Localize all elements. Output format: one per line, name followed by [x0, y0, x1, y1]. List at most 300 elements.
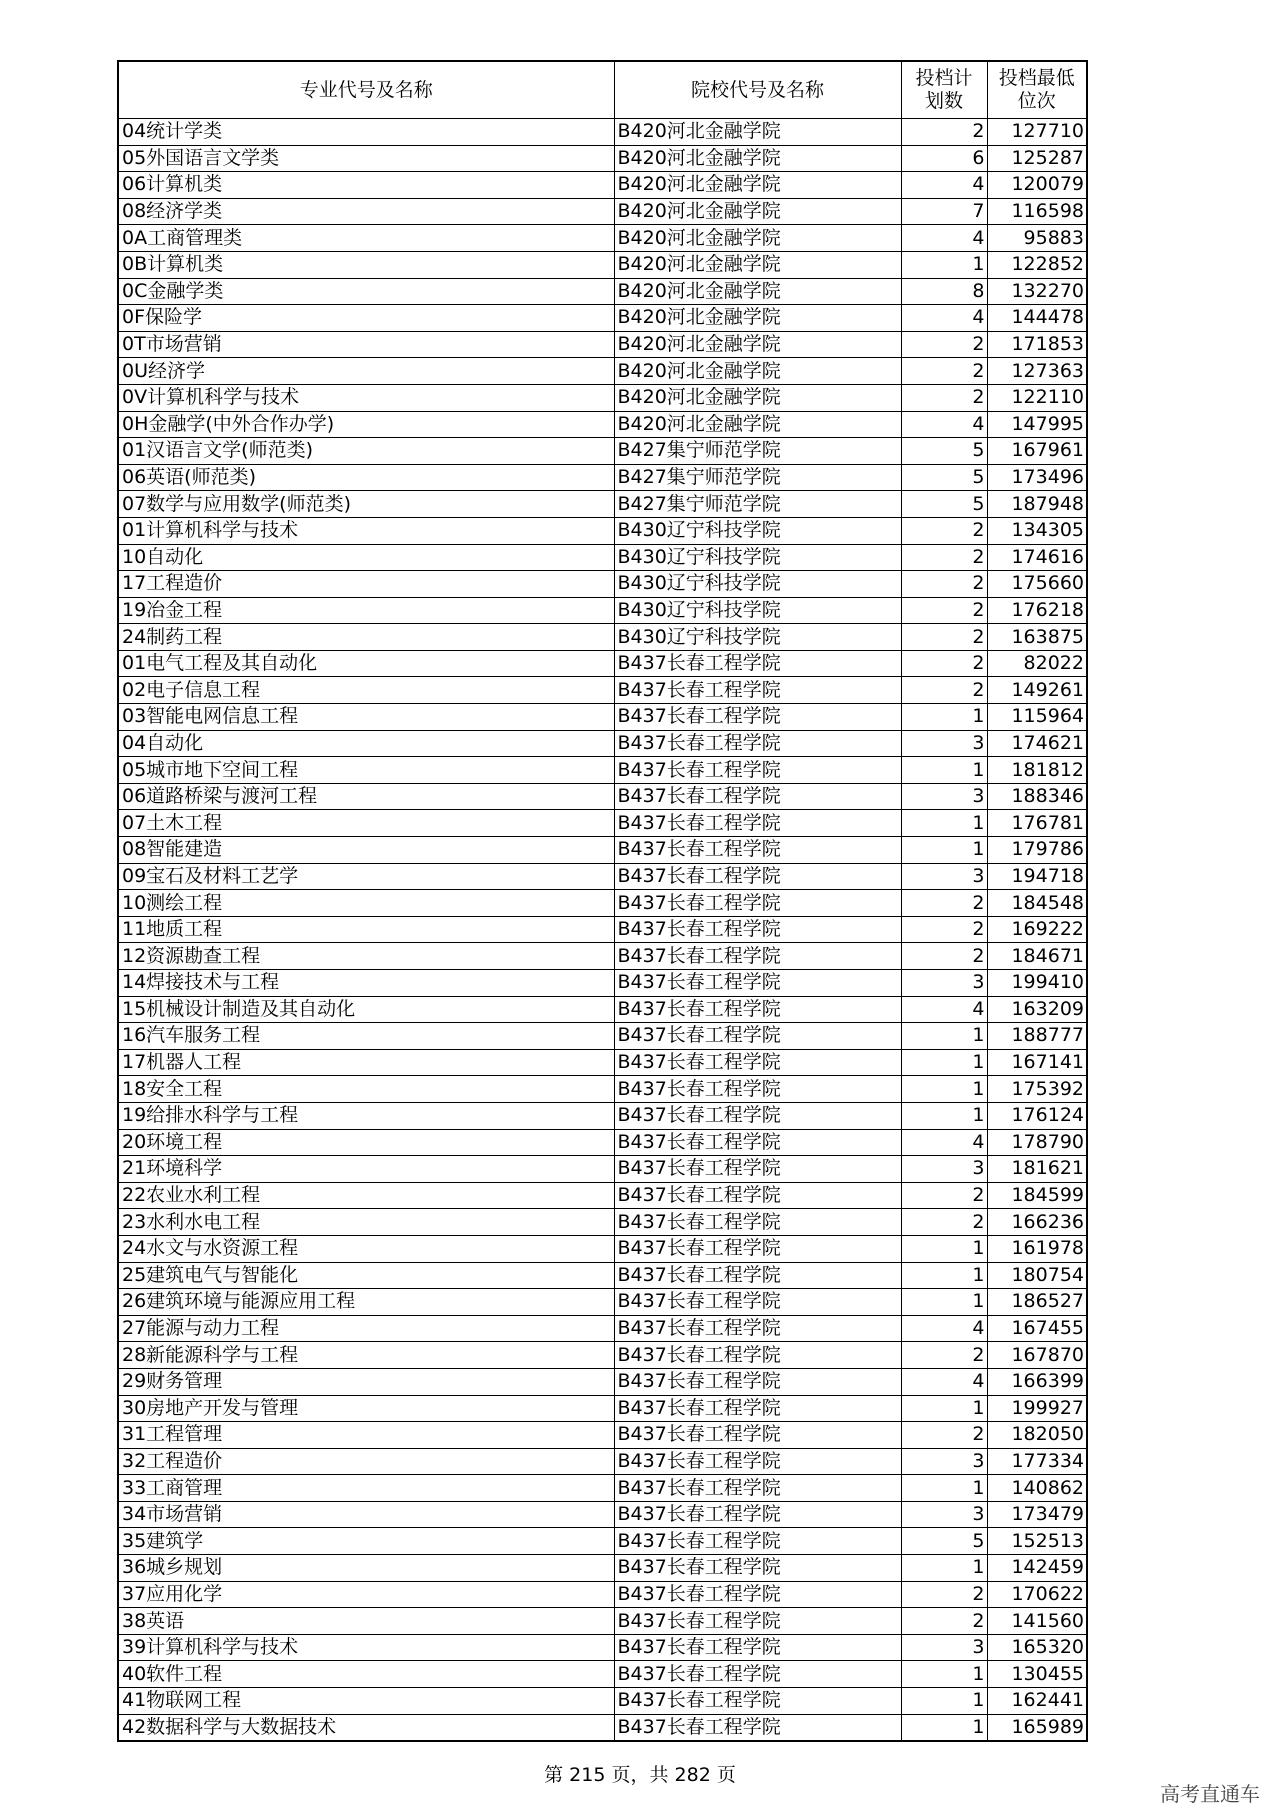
cell-school: B437长春工程学院 [614, 863, 901, 890]
cell-min-rank: 184599 [987, 1182, 1087, 1209]
cell-school: B437长春工程学院 [614, 1209, 901, 1236]
table-row [118, 464, 1087, 491]
table-row [118, 1342, 1087, 1369]
cell-school: B420河北金融学院 [614, 198, 901, 225]
cell-min-rank: 115964 [987, 704, 1087, 731]
cell-plan-count: 2 [901, 943, 987, 970]
cell-min-rank: 166399 [987, 1368, 1087, 1395]
table-row [118, 1501, 1087, 1528]
cell-school: B437长春工程学院 [614, 970, 901, 997]
cell-major: 33工商管理 [118, 1475, 614, 1502]
cell-major: 09宝石及材料工艺学 [118, 863, 614, 890]
cell-school: B437长春工程学院 [614, 1714, 901, 1741]
cell-plan-count: 6 [901, 145, 987, 172]
cell-school: B437长春工程学院 [614, 677, 901, 704]
cell-major: 0B计算机类 [118, 251, 614, 278]
cell-min-rank: 116598 [987, 198, 1087, 225]
cell-major: 15机械设计制造及其自动化 [118, 996, 614, 1023]
cell-plan-count: 2 [901, 544, 987, 571]
table-row [118, 837, 1087, 864]
cell-min-rank: 165989 [987, 1714, 1087, 1741]
cell-school: B437长春工程学院 [614, 1023, 901, 1050]
cell-plan-count: 3 [901, 730, 987, 757]
table-row [118, 1395, 1087, 1422]
cell-major: 0H金融学(中外合作办学) [118, 411, 614, 438]
cell-plan-count: 3 [901, 1156, 987, 1183]
cell-school: B437长春工程学院 [614, 1289, 901, 1316]
cell-school: B430辽宁科技学院 [614, 544, 901, 571]
cell-plan-count: 4 [901, 172, 987, 199]
cell-school: B437长春工程学院 [614, 1156, 901, 1183]
cell-school: B437长春工程学院 [614, 1129, 901, 1156]
cell-plan-count: 5 [901, 491, 987, 518]
cell-school: B420河北金融学院 [614, 225, 901, 252]
header-plan-count: 投档计 划数 [901, 61, 987, 119]
cell-school: B437长春工程学院 [614, 1049, 901, 1076]
cell-plan-count: 2 [901, 384, 987, 411]
cell-plan-count: 2 [901, 1608, 987, 1635]
cell-major: 28新能源科学与工程 [118, 1342, 614, 1369]
table-row [118, 1448, 1087, 1475]
cell-min-rank: 176218 [987, 597, 1087, 624]
cell-min-rank: 180754 [987, 1262, 1087, 1289]
table-row [118, 225, 1087, 252]
cell-plan-count: 2 [901, 916, 987, 943]
cell-major: 32工程造价 [118, 1448, 614, 1475]
cell-min-rank: 152513 [987, 1528, 1087, 1555]
table-row [118, 890, 1087, 917]
table-row [118, 704, 1087, 731]
cell-major: 12资源勘查工程 [118, 943, 614, 970]
cell-major: 04自动化 [118, 730, 614, 757]
table-row [118, 650, 1087, 677]
cell-min-rank: 142459 [987, 1555, 1087, 1582]
cell-school: B430辽宁科技学院 [614, 571, 901, 598]
cell-major: 0F保险学 [118, 305, 614, 332]
cell-major: 30房地产开发与管理 [118, 1395, 614, 1422]
cell-min-rank: 167870 [987, 1342, 1087, 1369]
cell-plan-count: 2 [901, 1422, 987, 1449]
cell-min-rank: 174616 [987, 544, 1087, 571]
cell-min-rank: 175660 [987, 571, 1087, 598]
cell-school: B437长春工程学院 [614, 837, 901, 864]
cell-school: B437长春工程学院 [614, 1475, 901, 1502]
cell-min-rank: 162441 [987, 1688, 1087, 1715]
cell-major: 42数据科学与大数据技术 [118, 1714, 614, 1741]
cell-plan-count: 2 [901, 677, 987, 704]
admission-table [117, 60, 1088, 1742]
cell-min-rank: 166236 [987, 1209, 1087, 1236]
table-row [118, 145, 1087, 172]
cell-major: 17工程造价 [118, 571, 614, 598]
cell-plan-count: 2 [901, 517, 987, 544]
cell-plan-count: 8 [901, 278, 987, 305]
cell-plan-count: 4 [901, 996, 987, 1023]
cell-min-rank: 179786 [987, 837, 1087, 864]
header-row [118, 61, 1087, 119]
cell-school: B437长春工程学院 [614, 1422, 901, 1449]
table-row [118, 251, 1087, 278]
cell-major: 26建筑环境与能源应用工程 [118, 1289, 614, 1316]
cell-min-rank: 171853 [987, 331, 1087, 358]
cell-major: 23水利水电工程 [118, 1209, 614, 1236]
cell-school: B427集宁师范学院 [614, 438, 901, 465]
cell-school: B437长春工程学院 [614, 1315, 901, 1342]
cell-major: 07土木工程 [118, 810, 614, 837]
cell-plan-count: 7 [901, 198, 987, 225]
cell-plan-count: 5 [901, 464, 987, 491]
cell-school: B437长春工程学院 [614, 996, 901, 1023]
cell-plan-count: 3 [901, 1634, 987, 1661]
cell-plan-count: 2 [901, 1182, 987, 1209]
table-row [118, 783, 1087, 810]
cell-plan-count: 1 [901, 1688, 987, 1715]
cell-min-rank: 181621 [987, 1156, 1087, 1183]
cell-min-rank: 184548 [987, 890, 1087, 917]
cell-min-rank: 127710 [987, 119, 1087, 146]
cell-major: 41物联网工程 [118, 1688, 614, 1715]
cell-plan-count: 2 [901, 890, 987, 917]
cell-major: 24水文与水资源工程 [118, 1235, 614, 1262]
cell-plan-count: 1 [901, 810, 987, 837]
table-row [118, 1262, 1087, 1289]
cell-plan-count: 4 [901, 225, 987, 252]
cell-school: B437长春工程学院 [614, 783, 901, 810]
cell-min-rank: 184671 [987, 943, 1087, 970]
table-row [118, 305, 1087, 332]
cell-min-rank: 199410 [987, 970, 1087, 997]
table-row [118, 677, 1087, 704]
cell-plan-count: 1 [901, 251, 987, 278]
cell-plan-count: 3 [901, 970, 987, 997]
table-row [118, 119, 1087, 146]
cell-major: 07数学与应用数学(师范类) [118, 491, 614, 518]
cell-major: 40软件工程 [118, 1661, 614, 1688]
table-row [118, 597, 1087, 624]
cell-plan-count: 2 [901, 1581, 987, 1608]
cell-plan-count: 1 [901, 1714, 987, 1741]
cell-major: 02电子信息工程 [118, 677, 614, 704]
table-row [118, 1102, 1087, 1129]
cell-min-rank: 188777 [987, 1023, 1087, 1050]
cell-school: B420河北金融学院 [614, 251, 901, 278]
cell-major: 14焊接技术与工程 [118, 970, 614, 997]
cell-min-rank: 144478 [987, 305, 1087, 332]
cell-major: 0V计算机科学与技术 [118, 384, 614, 411]
cell-min-rank: 167961 [987, 438, 1087, 465]
cell-plan-count: 2 [901, 358, 987, 385]
cell-min-rank: 177334 [987, 1448, 1087, 1475]
table-row [118, 1049, 1087, 1076]
table-row [118, 1714, 1087, 1741]
cell-school: B437长春工程学院 [614, 810, 901, 837]
header-min-rank: 投档最低 位次 [987, 61, 1087, 119]
cell-plan-count: 1 [901, 837, 987, 864]
cell-plan-count: 3 [901, 783, 987, 810]
cell-min-rank: 120079 [987, 172, 1087, 199]
cell-major: 08智能建造 [118, 837, 614, 864]
cell-min-rank: 167455 [987, 1315, 1087, 1342]
cell-min-rank: 167141 [987, 1049, 1087, 1076]
table-row [118, 1235, 1087, 1262]
page-number: 第 215 页，共 282 页 [544, 1764, 736, 1786]
cell-major: 01汉语言文学(师范类) [118, 438, 614, 465]
cell-plan-count: 4 [901, 1368, 987, 1395]
cell-plan-count: 4 [901, 1315, 987, 1342]
cell-major: 39计算机科学与技术 [118, 1634, 614, 1661]
table-row [118, 1129, 1087, 1156]
cell-plan-count: 1 [901, 1661, 987, 1688]
table-row [118, 624, 1087, 651]
table-row [118, 1608, 1087, 1635]
cell-school: B420河北金融学院 [614, 411, 901, 438]
cell-school: B420河北金融学院 [614, 278, 901, 305]
cell-plan-count: 5 [901, 1528, 987, 1555]
cell-major: 01电气工程及其自动化 [118, 650, 614, 677]
cell-school: B427集宁师范学院 [614, 491, 901, 518]
cell-major: 38英语 [118, 1608, 614, 1635]
table-row [118, 1156, 1087, 1183]
cell-min-rank: 122110 [987, 384, 1087, 411]
table-row [118, 571, 1087, 598]
cell-school: B420河北金融学院 [614, 119, 901, 146]
cell-major: 19给排水科学与工程 [118, 1102, 614, 1129]
cell-min-rank: 122852 [987, 251, 1087, 278]
cell-school: B420河北金融学院 [614, 145, 901, 172]
cell-major: 06道路桥梁与渡河工程 [118, 783, 614, 810]
cell-plan-count: 2 [901, 1342, 987, 1369]
table-row [118, 1634, 1087, 1661]
cell-school: B437长春工程学院 [614, 1661, 901, 1688]
cell-major: 37应用化学 [118, 1581, 614, 1608]
table-row [118, 517, 1087, 544]
cell-major: 17机器人工程 [118, 1049, 614, 1076]
table-row [118, 491, 1087, 518]
cell-school: B437长春工程学院 [614, 1501, 901, 1528]
cell-major: 20环境工程 [118, 1129, 614, 1156]
cell-min-rank: 194718 [987, 863, 1087, 890]
table-row [118, 1475, 1087, 1502]
cell-plan-count: 1 [901, 1049, 987, 1076]
table-row [118, 1076, 1087, 1103]
cell-plan-count: 1 [901, 1555, 987, 1582]
cell-plan-count: 2 [901, 624, 987, 651]
cell-plan-count: 1 [901, 1289, 987, 1316]
cell-min-rank: 173479 [987, 1501, 1087, 1528]
cell-major: 34市场营销 [118, 1501, 614, 1528]
cell-school: B437长春工程学院 [614, 1555, 901, 1582]
table-row [118, 331, 1087, 358]
cell-major: 27能源与动力工程 [118, 1315, 614, 1342]
table-row [118, 411, 1087, 438]
cell-major: 06计算机类 [118, 172, 614, 199]
cell-min-rank: 174621 [987, 730, 1087, 757]
table-row [118, 1528, 1087, 1555]
table-row [118, 943, 1087, 970]
table-row [118, 172, 1087, 199]
table-row [118, 810, 1087, 837]
cell-major: 0U经济学 [118, 358, 614, 385]
table-row [118, 1661, 1087, 1688]
cell-min-rank: 188346 [987, 783, 1087, 810]
cell-plan-count: 1 [901, 1102, 987, 1129]
cell-major: 05城市地下空间工程 [118, 757, 614, 784]
cell-min-rank: 186527 [987, 1289, 1087, 1316]
cell-school: B437长春工程学院 [614, 1262, 901, 1289]
cell-plan-count: 3 [901, 1448, 987, 1475]
table-row [118, 1368, 1087, 1395]
cell-school: B430辽宁科技学院 [614, 624, 901, 651]
cell-min-rank: 163209 [987, 996, 1087, 1023]
table-row [118, 358, 1087, 385]
cell-plan-count: 4 [901, 305, 987, 332]
cell-min-rank: 169222 [987, 916, 1087, 943]
cell-major: 01计算机科学与技术 [118, 517, 614, 544]
cell-school: B420河北金融学院 [614, 384, 901, 411]
cell-school: B437长春工程学院 [614, 1608, 901, 1635]
cell-min-rank: 161978 [987, 1235, 1087, 1262]
table-row [118, 544, 1087, 571]
cell-plan-count: 2 [901, 1209, 987, 1236]
cell-plan-count: 2 [901, 571, 987, 598]
cell-school: B437长春工程学院 [614, 1076, 901, 1103]
cell-min-rank: 182050 [987, 1422, 1087, 1449]
cell-min-rank: 165320 [987, 1634, 1087, 1661]
cell-plan-count: 1 [901, 1235, 987, 1262]
cell-plan-count: 5 [901, 438, 987, 465]
cell-school: B437长春工程学院 [614, 704, 901, 731]
table-row [118, 996, 1087, 1023]
cell-min-rank: 163875 [987, 624, 1087, 651]
cell-school: B437长春工程学院 [614, 890, 901, 917]
cell-min-rank: 147995 [987, 411, 1087, 438]
cell-plan-count: 2 [901, 119, 987, 146]
cell-major: 10自动化 [118, 544, 614, 571]
cell-major: 25建筑电气与智能化 [118, 1262, 614, 1289]
cell-min-rank: 175392 [987, 1076, 1087, 1103]
cell-min-rank: 127363 [987, 358, 1087, 385]
cell-min-rank: 141560 [987, 1608, 1087, 1635]
cell-major: 16汽车服务工程 [118, 1023, 614, 1050]
table-row [118, 1688, 1087, 1715]
header-major: 专业代号及名称 [118, 61, 614, 119]
table-row [118, 278, 1087, 305]
cell-school: B437长春工程学院 [614, 1688, 901, 1715]
cell-major: 18安全工程 [118, 1076, 614, 1103]
cell-min-rank: 176124 [987, 1102, 1087, 1129]
cell-major: 35建筑学 [118, 1528, 614, 1555]
cell-plan-count: 2 [901, 650, 987, 677]
cell-plan-count: 4 [901, 411, 987, 438]
cell-school: B437长春工程学院 [614, 1448, 901, 1475]
cell-school: B437长春工程学院 [614, 757, 901, 784]
table-row [118, 916, 1087, 943]
cell-major: 36城乡规划 [118, 1555, 614, 1582]
header-school: 院校代号及名称 [614, 61, 901, 119]
cell-school: B430辽宁科技学院 [614, 597, 901, 624]
cell-plan-count: 1 [901, 1475, 987, 1502]
cell-plan-count: 1 [901, 1262, 987, 1289]
cell-major: 11地质工程 [118, 916, 614, 943]
cell-school: B430辽宁科技学院 [614, 517, 901, 544]
cell-school: B437长春工程学院 [614, 1102, 901, 1129]
cell-major: 24制药工程 [118, 624, 614, 651]
cell-min-rank: 82022 [987, 650, 1087, 677]
cell-major: 19冶金工程 [118, 597, 614, 624]
table-row [118, 863, 1087, 890]
table-row [118, 730, 1087, 757]
cell-school: B420河北金融学院 [614, 172, 901, 199]
cell-min-rank: 125287 [987, 145, 1087, 172]
cell-plan-count: 2 [901, 331, 987, 358]
cell-min-rank: 130455 [987, 1661, 1087, 1688]
table-row [118, 1289, 1087, 1316]
cell-school: B427集宁师范学院 [614, 464, 901, 491]
cell-major: 0A工商管理类 [118, 225, 614, 252]
cell-major: 04统计学类 [118, 119, 614, 146]
table-row [118, 1023, 1087, 1050]
cell-school: B437长春工程学院 [614, 1182, 901, 1209]
cell-plan-count: 3 [901, 863, 987, 890]
cell-major: 03智能电网信息工程 [118, 704, 614, 731]
cell-school: B437长春工程学院 [614, 1581, 901, 1608]
cell-min-rank: 187948 [987, 491, 1087, 518]
cell-min-rank: 149261 [987, 677, 1087, 704]
cell-plan-count: 1 [901, 1023, 987, 1050]
table-header [118, 61, 1087, 119]
table-row [118, 1422, 1087, 1449]
table-row [118, 757, 1087, 784]
cell-min-rank: 173496 [987, 464, 1087, 491]
cell-school: B437长春工程学院 [614, 1528, 901, 1555]
cell-plan-count: 1 [901, 704, 987, 731]
cell-major: 21环境科学 [118, 1156, 614, 1183]
cell-min-rank: 181812 [987, 757, 1087, 784]
cell-min-rank: 95883 [987, 225, 1087, 252]
table-body [118, 119, 1087, 1742]
cell-min-rank: 170622 [987, 1581, 1087, 1608]
cell-school: B437长春工程学院 [614, 1342, 901, 1369]
cell-major: 0T市场营销 [118, 331, 614, 358]
table-row [118, 438, 1087, 465]
cell-min-rank: 132270 [987, 278, 1087, 305]
cell-school: B420河北金融学院 [614, 305, 901, 332]
cell-school: B437长春工程学院 [614, 943, 901, 970]
table-row [118, 1209, 1087, 1236]
cell-major: 08经济学类 [118, 198, 614, 225]
cell-major: 05外国语言文学类 [118, 145, 614, 172]
cell-major: 0C金融学类 [118, 278, 614, 305]
cell-school: B437长春工程学院 [614, 650, 901, 677]
cell-plan-count: 2 [901, 597, 987, 624]
table-row [118, 198, 1087, 225]
cell-school: B437长春工程学院 [614, 1634, 901, 1661]
cell-min-rank: 134305 [987, 517, 1087, 544]
table-row [118, 384, 1087, 411]
cell-school: B437长春工程学院 [614, 730, 901, 757]
cell-plan-count: 1 [901, 1395, 987, 1422]
table-row [118, 970, 1087, 997]
cell-major: 29财务管理 [118, 1368, 614, 1395]
cell-min-rank: 140862 [987, 1475, 1087, 1502]
table-row [118, 1581, 1087, 1608]
cell-school: B420河北金融学院 [614, 358, 901, 385]
cell-school: B437长春工程学院 [614, 1235, 901, 1262]
cell-school: B437长春工程学院 [614, 1395, 901, 1422]
cell-min-rank: 176781 [987, 810, 1087, 837]
cell-major: 31工程管理 [118, 1422, 614, 1449]
cell-plan-count: 1 [901, 1076, 987, 1103]
